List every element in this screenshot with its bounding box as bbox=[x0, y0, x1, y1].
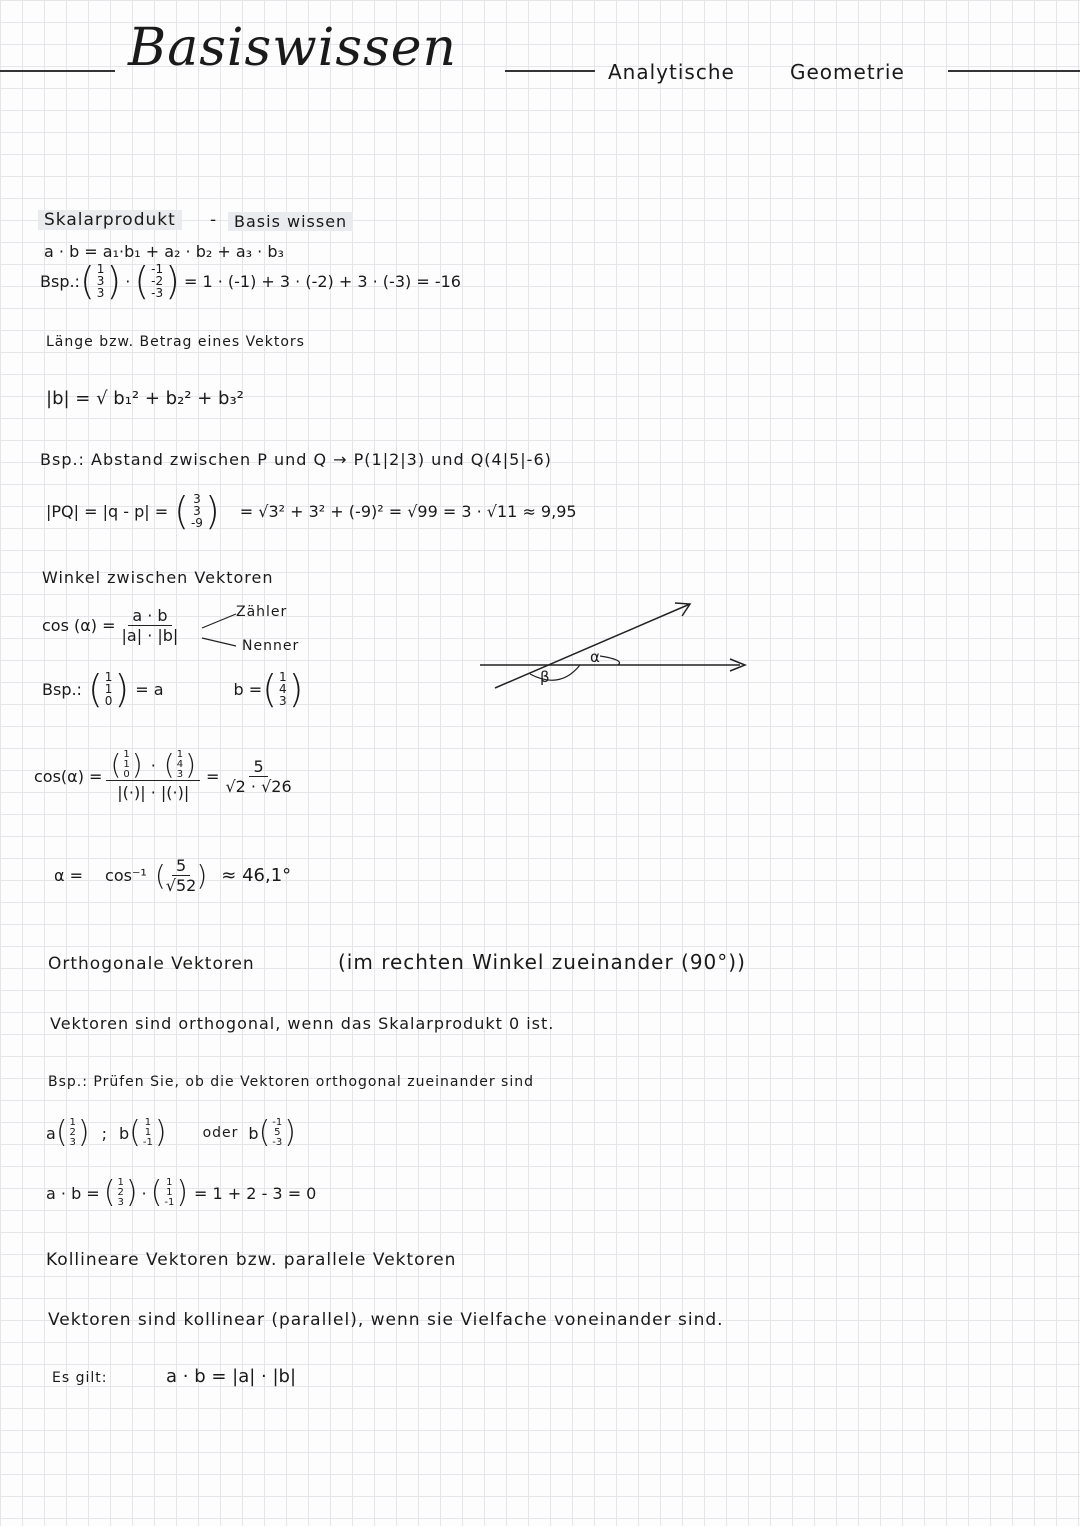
winkel-alpha-label: α bbox=[590, 648, 600, 666]
subtitle-geometrie: Geometrie bbox=[790, 60, 905, 84]
winkel-example bbox=[42, 667, 304, 711]
ortho-a-label: a bbox=[46, 1123, 56, 1143]
subtitle-analytische: Analytische bbox=[608, 60, 735, 84]
ortho-vectors: a ( 1 2 3 ) ; b ( 1 1 -1 ) oder b ( -1 5 -3 ) bbox=[46, 1115, 296, 1150]
winkel-nenner-label: Nenner bbox=[242, 638, 300, 654]
winkel-heading: Winkel zwischen Vektoren bbox=[42, 568, 274, 587]
winkel-alpha-fraction: $\frac{5}{√52}$ bbox=[165, 856, 197, 895]
winkel-fraction bbox=[122, 606, 179, 645]
skalar-dash: - bbox=[210, 210, 218, 230]
winkel-cos2-lhs: cos(α) = bbox=[34, 766, 103, 786]
skalar-bsp-label: Bsp.: bbox=[40, 271, 80, 291]
winkel-cos2-result: $\frac{5}{√2 \cdot √26}$ bbox=[225, 756, 292, 796]
winkel-alpha-cos: cos⁻¹ bbox=[105, 866, 147, 885]
header-rule-left bbox=[0, 70, 115, 72]
abstand-calc bbox=[46, 489, 577, 533]
ortho-b-label: b bbox=[119, 1123, 130, 1143]
ortho-calc-lhs: a · b = bbox=[46, 1183, 100, 1203]
kolli-heading: Kollineare Vektoren bzw. parallele Vektoren bbox=[46, 1250, 457, 1270]
ortho-task: Bsp.: Prüfen Sie, ob die Vektoren orthogonal zueinander sind bbox=[48, 1074, 534, 1090]
winkel-cos-calc: cos(α) = ( 1 1 0 ) · ( 1 4 3 ) |(·)| · |(·)| = $\frac{5}{√2 \cdot √26}$ bbox=[34, 748, 292, 802]
winkel-pointer-lines bbox=[196, 608, 246, 652]
winkel-a-label: = a bbox=[135, 679, 164, 699]
ortho-vector-a: ( 1 2 3 ) bbox=[55, 1115, 90, 1150]
winkel-cos2-fraction: ( 1 1 0 ) · ( 1 4 3 ) |(·)| · |(·)| bbox=[106, 750, 200, 802]
abstand-vector: ( 3 3 -9 ) bbox=[174, 489, 220, 533]
winkel-alpha-calc: α = cos⁻¹ ( $\frac{5}{√52}$ ) ≈ 46,1° bbox=[54, 856, 292, 895]
winkel-formula bbox=[42, 606, 178, 645]
ortho-rule: Vektoren sind orthogonal, wenn das Skalarprodukt 0 ist. bbox=[50, 1014, 555, 1033]
ortho-vector-b: ( 1 1 -1 ) bbox=[129, 1115, 167, 1150]
winkel-denominator: |a| · |b| bbox=[121, 626, 179, 645]
winkel-diagram bbox=[470, 590, 770, 700]
skalar-tag: Basis wissen bbox=[228, 212, 353, 231]
winkel-beta-label: β bbox=[540, 668, 550, 686]
laenge-heading: Länge bzw. Betrag eines Vektors bbox=[46, 334, 305, 350]
winkel-b-label: b = bbox=[233, 679, 263, 699]
laenge-formula: |b| = √ b₁² + b₂² + b₃² bbox=[46, 388, 244, 409]
skalar-formula: a · b = a₁·b₁ + a₂ · b₂ + a₃ · b₃ bbox=[44, 242, 284, 261]
ortho-c-label: b bbox=[248, 1123, 259, 1143]
abstand-lhs: |PQ| = |q - p| = bbox=[46, 501, 169, 521]
skalar-calc: = 1 · (-1) + 3 · (-2) + 3 · (-3) = -16 bbox=[183, 271, 461, 291]
kolli-es-gilt: Es gilt: bbox=[52, 1370, 108, 1386]
ortho-vector-c: ( -1 5 -3 ) bbox=[258, 1115, 296, 1150]
header-rule-right bbox=[948, 70, 1080, 72]
skalar-vector-1: ( 1 3 3 ) bbox=[79, 259, 122, 303]
header-rule-middle bbox=[505, 70, 595, 72]
skalar-example: Bsp.: ( 1 3 3 ) · ( -1 -2 -3 ) = 1 · (-1) + 3 · (-2) + 3 · (-3) = -16 bbox=[40, 259, 461, 303]
winkel-numerator: a · b bbox=[128, 606, 171, 626]
abstand-heading: Bsp.: Abstand zwischen P und Q → P(1|2|3) und Q(4|5|-6) bbox=[40, 450, 552, 469]
winkel-vector-b: ( 1 4 3 ) bbox=[262, 667, 304, 711]
ortho-heading: Orthogonale Vektoren bbox=[48, 954, 255, 974]
abstand-rhs: = √3² + 3² + (-9)² = √99 = 3 · √11 ≈ 9,95 bbox=[239, 501, 577, 521]
ortho-calc: a · b = ( 1 2 3 ) · ( 1 1 -1 ) = 1 + 2 - 3 = 0 bbox=[46, 1175, 317, 1210]
winkel-vector-a: ( 1 1 0 ) bbox=[87, 667, 130, 711]
winkel-alpha-result: ≈ 46,1° bbox=[221, 865, 292, 886]
winkel-alpha-lhs: α = bbox=[54, 866, 84, 885]
ortho-oder: oder bbox=[202, 1125, 239, 1141]
winkel-cos-lhs: cos (α) = bbox=[42, 616, 116, 635]
kolli-formula: a · b = |a| · |b| bbox=[166, 1366, 297, 1387]
page-title: Basiswissen bbox=[128, 18, 457, 78]
skalar-heading: Skalarprodukt bbox=[38, 210, 182, 230]
winkel-bsp-label: Bsp.: bbox=[42, 679, 82, 699]
kolli-rule: Vektoren sind kollinear (parallel), wenn sie Vielfache voneinander sind. bbox=[48, 1310, 724, 1330]
ortho-note: (im rechten Winkel zueinander (90°)) bbox=[338, 950, 746, 974]
ortho-calc-rhs: = 1 + 2 - 3 = 0 bbox=[194, 1183, 317, 1203]
skalar-vector-2: ( -1 -2 -3 ) bbox=[134, 259, 180, 303]
winkel-zaehler-label: Zähler bbox=[236, 604, 288, 620]
